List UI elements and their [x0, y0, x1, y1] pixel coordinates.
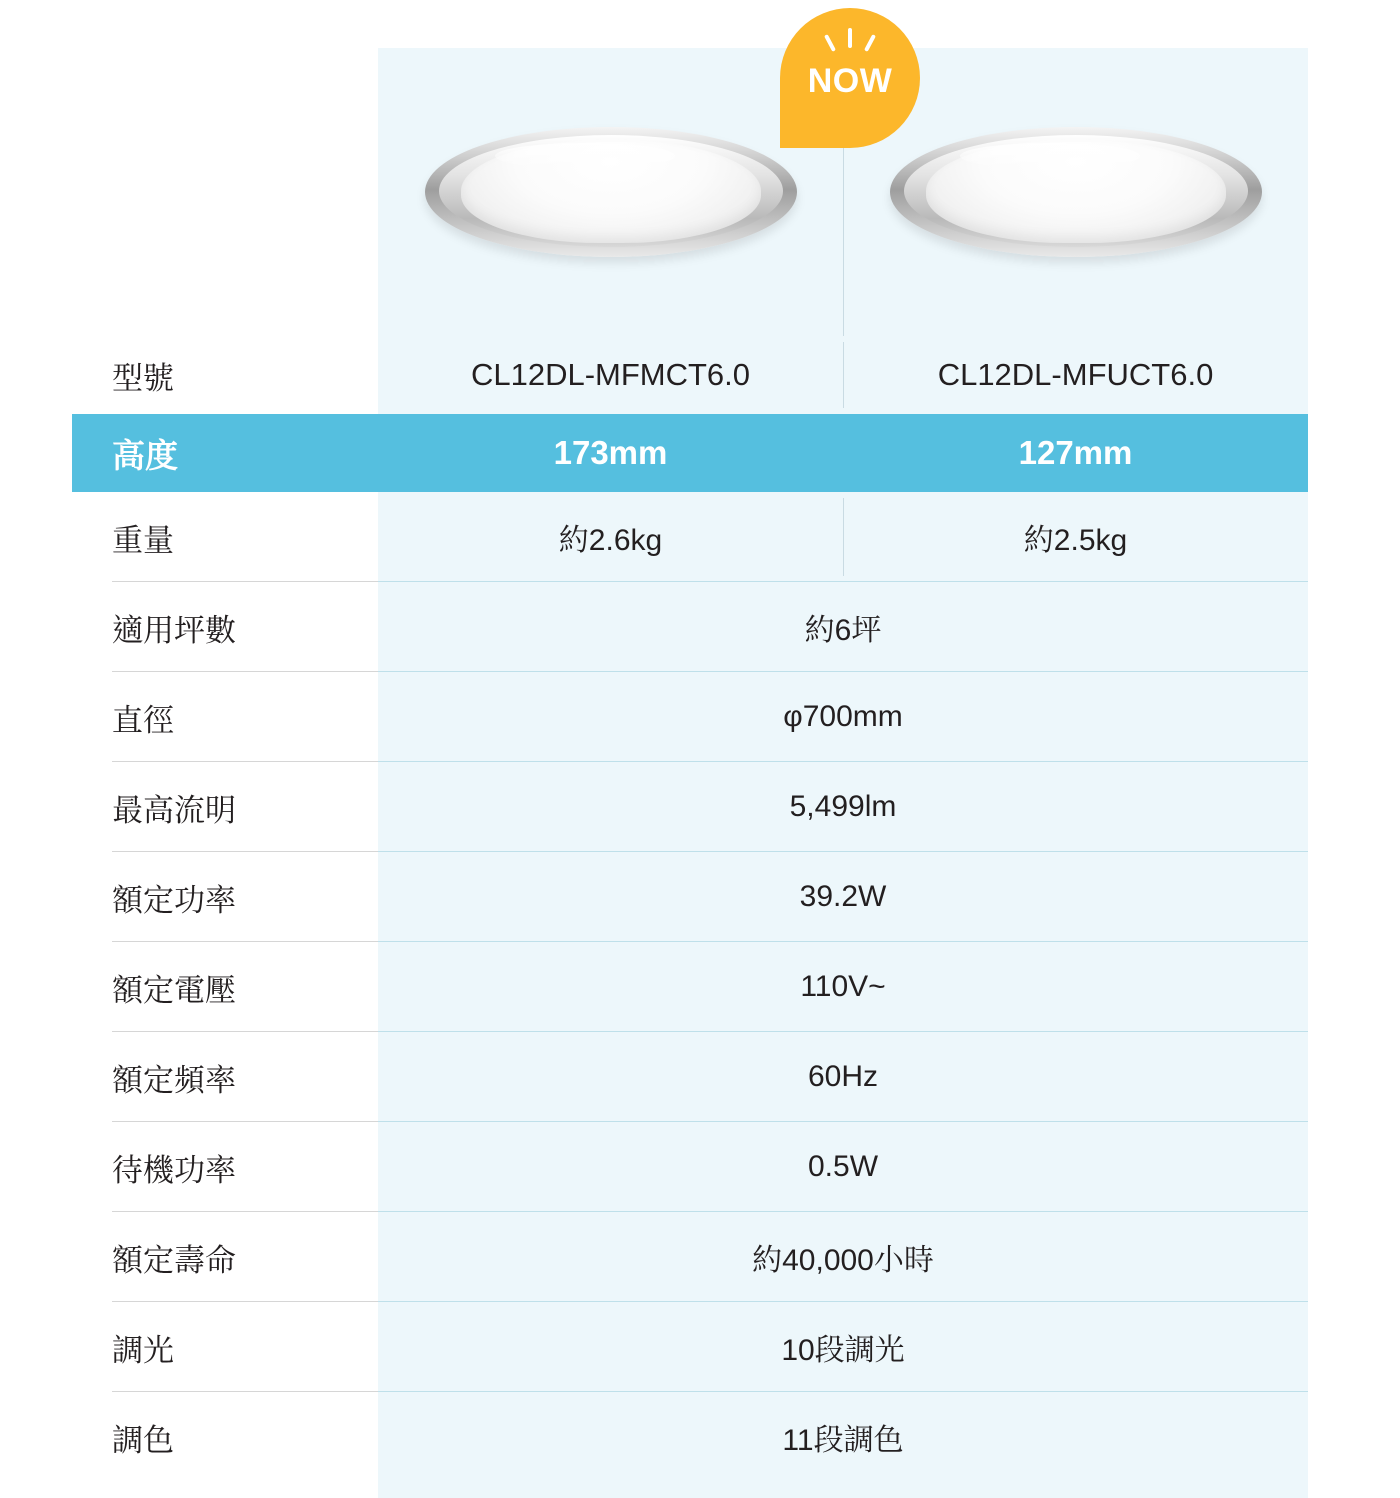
- product-image-cell-1: [378, 48, 843, 336]
- table-row-diameter: [72, 672, 1308, 762]
- row-values: [378, 762, 1308, 852]
- row-label: 直徑: [112, 702, 174, 738]
- row-label: 額定壽命: [112, 1242, 236, 1278]
- value-cell-col2: 約2.5kg: [1023, 524, 1128, 557]
- lamp-gloss: [495, 143, 675, 169]
- table-row-dimming: [72, 1302, 1308, 1392]
- value-cell-col1: 約2.6kg: [558, 524, 663, 557]
- row-label: 額定電壓: [112, 972, 236, 1008]
- row-label: 高度: [112, 436, 178, 474]
- row-values: [378, 582, 1308, 672]
- lamp-gloss: [960, 143, 1140, 169]
- table-row-height: [72, 414, 1308, 492]
- table-row-color-tuning: [72, 1392, 1308, 1482]
- ceiling-light-icon-1: [425, 127, 797, 257]
- table-row-area: [72, 582, 1308, 672]
- table-row-lifetime: [72, 1212, 1308, 1302]
- value-cell-merged: 60Hz: [807, 1060, 879, 1093]
- table-row-power: [72, 852, 1308, 942]
- value-cell-col1: CL12DL-MFMCT6.0: [470, 357, 751, 392]
- row-label: 額定頻率: [112, 1062, 236, 1098]
- row-values: [378, 942, 1308, 1032]
- row-values: [378, 1392, 1308, 1482]
- table-row-voltage: [72, 942, 1308, 1032]
- value-cell-merged: 0.5W: [807, 1150, 879, 1183]
- row-label: 重量: [112, 522, 174, 558]
- table-row-frequency: [72, 1032, 1308, 1122]
- value-cell-merged: 約40,000小時: [752, 1244, 934, 1277]
- value-cell-col2: CL12DL-MFUCT6.0: [937, 357, 1214, 392]
- row-values: [378, 1212, 1308, 1302]
- now-badge: [780, 8, 920, 158]
- row-values: [378, 672, 1308, 762]
- table-row-model: [72, 336, 1308, 414]
- table-row-standby-power: [72, 1122, 1308, 1212]
- table-row-weight: [72, 492, 1308, 582]
- row-values: [378, 1302, 1308, 1392]
- row-label: 調色: [112, 1422, 174, 1458]
- row-label: 待機功率: [112, 1152, 236, 1188]
- sparkle-icon: [848, 28, 852, 48]
- row-label: 額定功率: [112, 882, 236, 918]
- row-values: [378, 1122, 1308, 1212]
- row-label: 調光: [112, 1332, 174, 1368]
- row-label: 型號: [112, 360, 174, 396]
- row-values: [378, 414, 1308, 492]
- table-row-lumen: [72, 762, 1308, 852]
- row-values: [378, 492, 1308, 582]
- ceiling-light-icon-2: [890, 127, 1262, 257]
- now-badge-label: NOW: [807, 62, 893, 100]
- row-values: [378, 336, 1308, 414]
- value-cell-merged: 39.2W: [799, 880, 887, 913]
- column-divider: [843, 342, 844, 408]
- row-label: 適用坪數: [112, 612, 236, 648]
- value-cell-merged: 110V~: [800, 970, 886, 1003]
- value-cell-merged: 10段調光: [781, 1334, 905, 1367]
- value-cell-col2: 127mm: [1018, 434, 1133, 471]
- value-cell-merged: φ700mm: [783, 700, 903, 733]
- value-cell-col1: 173mm: [553, 434, 668, 471]
- spec-table: [72, 336, 1308, 1482]
- value-cell-merged: 5,499lm: [789, 790, 897, 823]
- column-divider: [843, 498, 844, 576]
- row-label: 最高流明: [112, 792, 236, 828]
- row-values: [378, 1032, 1308, 1122]
- value-cell-merged: 約6坪: [804, 614, 882, 647]
- row-values: [378, 852, 1308, 942]
- value-cell-merged: 11段調色: [782, 1424, 904, 1457]
